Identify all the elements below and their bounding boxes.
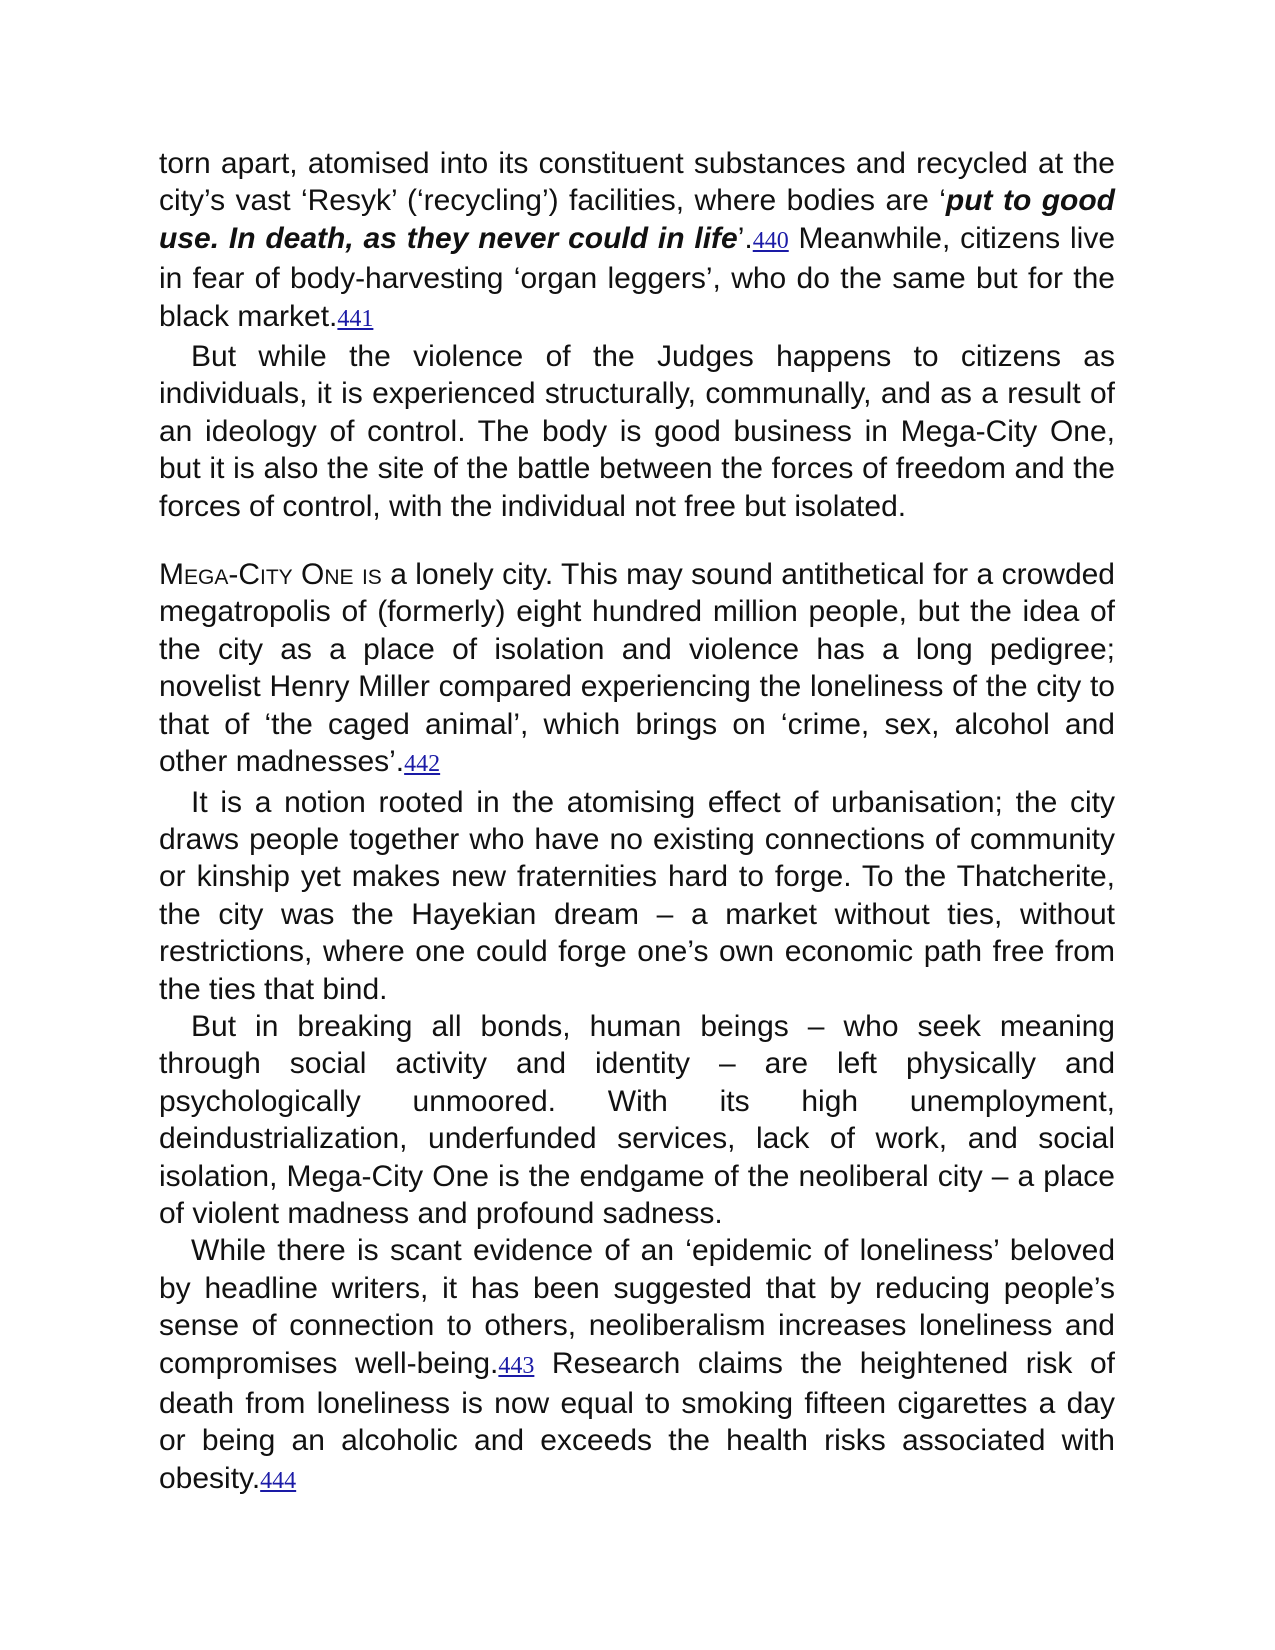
paragraph-1-text-a: torn apart, atomised into its constituent substances and recycled at the city’s vast ‘Resyk’ (‘recycling’) facilities, where bodies are ‘ <box>159 147 1115 218</box>
footnote-link-441[interactable]: 441 <box>337 305 374 332</box>
body-text <box>159 145 1115 1500</box>
paragraph-3-text: a lonely city. This may sound antithetical for a crowded megatropolis of (formerly) eight hundred million people, but the idea of the city as a place of isolation and violence has a long pedigree; novelist Henry Miller compared experiencing the loneliness of the city to that of ‘the caged animal’, which brings on ‘crime, sex, alcohol and other madnesses’. <box>159 558 1115 779</box>
section-lead-in: Mega-City One is <box>159 558 382 592</box>
paragraph-6-text-b: Research claims the heightened risk of death from loneliness is now equal to smoking fifteen cigarettes a day or being an alcoholic and exceeds the health risks associated with obesity. <box>159 1346 1116 1495</box>
paragraph-6-text-a: While there is scant evidence of an ‘epidemic of loneliness’ beloved by headline writers, it has been suggested that by reducing people’s sense of connection to others, neoliberalism increases loneliness and compromises well-being. <box>159 1234 1115 1380</box>
footnote-link-443[interactable]: 443 <box>498 1352 535 1379</box>
paragraph-1-text-b: ’. <box>737 221 753 255</box>
footnote-link-444[interactable]: 444 <box>260 1467 297 1494</box>
footnote-link-442[interactable]: 442 <box>404 751 441 778</box>
paragraph-5: But in breaking all bonds, human beings – who seek meaning through social activity and identity – are left physically and psychologically unmoored. With its high unemployment, deindustrialization, underfunded services, lack of work, and social isolation, Mega-City One is the endgame of the neoliberal city – a place of violent madness and profound sadness. <box>159 1009 1115 1230</box>
judge-quote-emphasis: put to good use. In death, as they never could in life <box>159 184 1115 255</box>
paragraph-4: It is a notion rooted in the atomising effect of urbanisation; the city draws people together who have no existing connections of community or kinship yet makes new fraternities hard to forge. To the Thatcherite, the city was the Hayekian dream – a market without ties, without restrictions, where one could forge one’s own economic path free from the ties that bind. <box>159 785 1115 1006</box>
paragraph-3 <box>159 556 1115 783</box>
footnote-link-440[interactable]: 440 <box>752 227 789 254</box>
paragraph-2: But while the violence of the Judges happens to citizens as individuals, it is experienced structurally, communally, and as a result of an ideology of control. The body is good business in Mega-City One, but it is also the site of the battle between the forces of freedom and the forces of control, with the individual not free but isolated. <box>159 340 1115 523</box>
paragraph-1 <box>159 145 1115 338</box>
paragraph-1-text-c: Meanwhile, citizens live in fear of body-harvesting ‘organ leggers’, who do the same but for the black market. <box>159 221 1115 333</box>
paragraph-6 <box>159 1232 1115 1500</box>
